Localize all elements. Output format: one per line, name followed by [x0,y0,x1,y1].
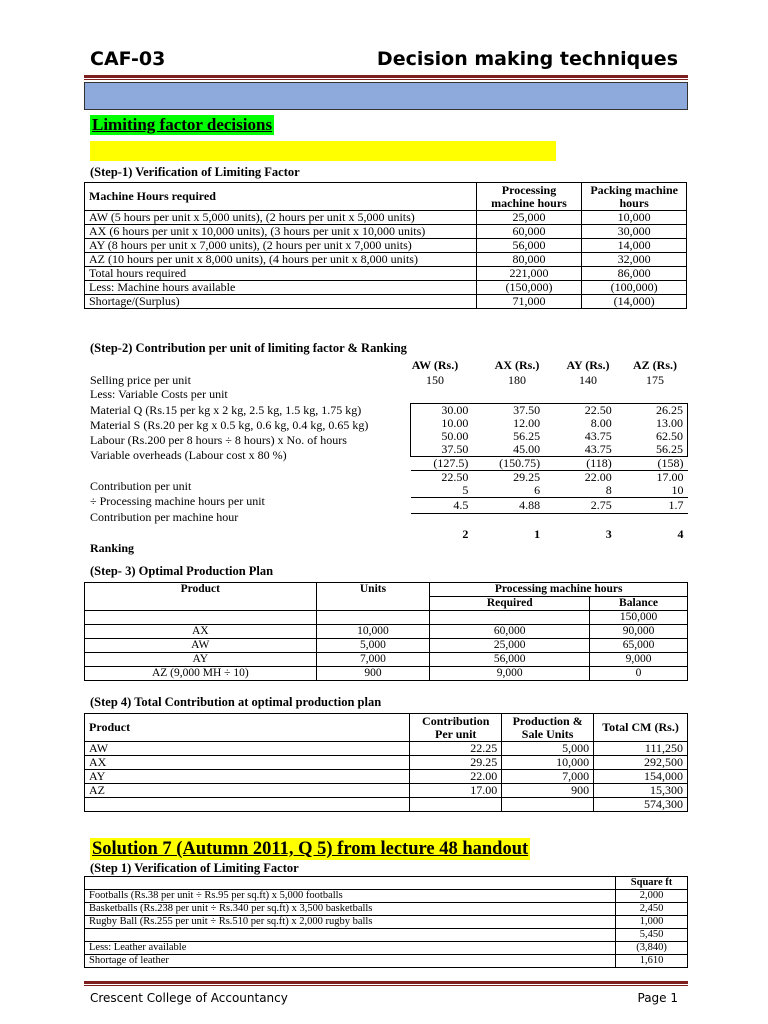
cell: Shortage/(Surplus) [85,295,477,309]
header-cell: Processing machine hours [476,183,582,211]
table-row [85,211,687,225]
cell: 10,000 [502,756,594,770]
cell: 5,450 [616,929,688,942]
cell: 154,000 [594,770,688,784]
cell: 37.50 [411,443,473,457]
cell: 9,000 [430,667,590,681]
table-row [85,253,687,267]
header-cell: Production & Sale Units [502,714,594,742]
value: 175 [646,373,664,387]
section-title: Limiting factor decisions [92,115,273,134]
cell: 2 [462,526,469,541]
cell: 6 [534,483,541,497]
column-header: AY (Rs.) [566,358,610,372]
cell: 60,000 [476,225,582,239]
spacer-row [411,514,688,528]
cell: 56,000 [430,653,590,667]
table-row [85,667,688,681]
row-label: Material S (Rs.20 per kg x 0.5 kg, 0.6 kg, 0.4 kg, 0.65 kg) [90,418,369,432]
row-label: Ranking [90,541,135,555]
cell: 2.75 [590,498,612,512]
cell: 900 [502,784,594,798]
cell: (3,840) [616,942,688,955]
header-cell: Units [316,583,430,611]
table-row [85,798,688,812]
cell: 1,000 [616,916,688,929]
row-label: Contribution per machine hour [90,510,239,524]
cell: 4.5 [453,498,469,512]
cell: 62.50 [616,430,688,443]
cell: 5 [462,483,469,497]
cell: AW (5 hours per unit x 5,000 units), (2 hours per unit x 5,000 units) [85,211,477,225]
cell: 29.25 [513,470,541,484]
cell [85,929,616,942]
header-cell: Packing machine hours [582,183,687,211]
cell: 80,000 [476,253,582,267]
cell: 43.75 [584,429,612,443]
table-row [85,239,687,253]
cell: 22.50 [441,470,469,484]
cell: AX (6 hours per unit x 10,000 units), (3 hours per unit x 10,000 units) [85,225,477,239]
header-cell: Total CM (Rs.) [594,714,688,742]
cell: 12.00 [513,416,541,430]
step4-table [84,713,688,812]
cell: 150,000 [590,611,688,625]
column-header: AZ (Rs.) [633,358,677,372]
row-label: Less: Variable Costs per unit [90,387,228,401]
cell: 4 [677,526,684,541]
cell: 37.50 [472,404,544,418]
cell: AY (8 hours per unit x 7,000 units), (2 hours per unit x 7,000 units) [85,239,477,253]
column-header: AX (Rs.) [494,358,540,372]
cell: 90,000 [590,625,688,639]
table-row [411,457,688,471]
cell: 17.00 [410,784,502,798]
footer-rule-thin [84,985,688,986]
cell: (100,000) [582,281,687,295]
table-row [85,295,687,309]
cell: 1,610 [616,955,688,968]
row-label: ÷ Processing machine hours per unit [90,494,265,508]
cell: 22.25 [410,742,502,756]
header-course-code: CAF-03 [90,48,166,70]
table-row [411,498,688,514]
cell: AY [85,653,317,667]
cell: 43.75 [544,443,616,457]
cell: (14,000) [582,295,687,309]
cell: 60,000 [430,625,590,639]
cell: (118) [586,456,612,470]
cell: Less: Leather available [85,942,616,955]
table-row [411,404,688,418]
column-header: AW (Rs.) [411,358,459,372]
cell: AZ (9,000 MH ÷ 10) [85,667,317,681]
table-row [85,225,687,239]
cell: 10 [671,483,684,497]
table-row [85,653,688,667]
cell: 574,300 [594,798,688,812]
table-row [85,770,688,784]
footer-rule [84,981,688,984]
cell: Footballs (Rs.38 per unit ÷ Rs.95 per sq.ft) x 5,000 footballs [85,890,616,903]
cell: 7,000 [502,770,594,784]
cell: 4.88 [519,498,541,512]
step2-title: (Step-2) Contribution per unit of limiting factor & Ranking [90,341,407,355]
cell: AW [85,639,317,653]
cell: AW [85,742,410,756]
cell: 14,000 [582,239,687,253]
cell: 25,000 [430,639,590,653]
cell: 22.00 [410,770,502,784]
header-rule-thin [84,79,688,80]
row-label: Material Q (Rs.15 per kg x 2 kg, 2.5 kg, 1.5 kg, 1.75 kg) [90,403,362,417]
cell: 15,300 [594,784,688,798]
table-header [85,583,688,597]
table-row [85,916,688,929]
header-cell: Required [430,597,590,611]
cell: 56.25 [513,429,541,443]
cell: Basketballs (Rs.238 per unit ÷ Rs.340 per sq.ft) x 3,500 basketballs [85,903,616,916]
step3-title: (Step- 3) Optimal Production Plan [90,564,274,578]
table-header [85,183,687,211]
cell: 50.00 [411,430,473,443]
table-row [85,267,687,281]
cell: AX [85,625,317,639]
table-row [85,890,688,903]
step4-title: (Step 4) Total Contribution at optimal production plan [90,695,382,709]
value: 140 [579,373,597,387]
cell: AZ (10 hours per unit x 8,000 units), (4 hours per unit x 8,000 units) [85,253,477,267]
cell: 25,000 [476,211,582,225]
header-cell: Product [85,583,317,611]
cell: (150,000) [476,281,582,295]
cell: 8.00 [590,416,612,430]
solution-table [84,876,688,968]
cell: AY [85,770,410,784]
cell: 13.00 [616,417,688,430]
solution-title: Solution 7 (Autumn 2011, Q 5) from lecture 48 handout [92,839,529,859]
cell: 9,000 [590,653,688,667]
step3-table [84,582,688,681]
table-row [85,742,688,756]
cell: 22.00 [584,470,612,484]
cell: 2,450 [616,903,688,916]
table-row [85,625,688,639]
page-number: Page 1 [637,991,678,1005]
cell: 8 [605,483,612,497]
cell: 56,000 [476,239,582,253]
step1-title: (Step-1) Verification of Limiting Factor [90,165,300,179]
cell: 30,000 [582,225,687,239]
table-row [411,443,688,457]
cell: 1.7 [668,498,684,512]
cell: 5,000 [316,639,430,653]
section-banner [84,82,688,110]
cell: Rugby Ball (Rs.255 per unit ÷ Rs.510 per sq.ft) x 2,000 rugby balls [85,916,616,929]
cell: 17.00 [656,470,684,484]
cell: 71,000 [476,295,582,309]
cell: 0 [590,667,688,681]
header-chapter-title: Decision making techniques [376,48,678,70]
cell: AZ [85,784,410,798]
cell: 22.50 [544,404,616,418]
step2-cost-table [410,403,688,541]
cell: 10,000 [582,211,687,225]
table-header [85,877,688,890]
cell: 5,000 [502,742,594,756]
value: 150 [426,373,444,387]
row-label: Labour (Rs.200 per 8 hours ÷ 8 hours) x No. of hours [90,433,347,447]
table-row [85,756,688,770]
table-row [85,929,688,942]
table-row [85,784,688,798]
cell: 29.25 [410,756,502,770]
row-label: Selling price per unit [90,373,191,387]
row-label: Contribution per unit [90,479,192,493]
cell: (158) [657,456,684,470]
cell: 2,000 [616,890,688,903]
header-cell: Balance [590,597,688,611]
header-cell: Processing machine hours [430,583,688,597]
solution-step-title: (Step 1) Verification of Limiting Factor [90,861,299,875]
header-cell: Contribution Per unit [410,714,502,742]
table-header [85,714,688,742]
cell: 26.25 [616,404,688,418]
table-row [85,955,688,968]
cell: Total hours required [85,267,477,281]
cell: 10,000 [316,625,430,639]
table-row [411,484,688,498]
cell: 10.00 [411,417,473,430]
table-row [85,639,688,653]
cell: 30.00 [411,404,473,418]
header-rule [84,75,688,78]
header-cell: Machine Hours required [85,183,477,211]
step1-table [84,182,687,309]
cell: 32,000 [582,253,687,267]
cell: 900 [316,667,430,681]
cell: 111,250 [594,742,688,756]
ranking-row [411,528,688,541]
cell: Less: Machine hours available [85,281,477,295]
cell: 56.25 [616,443,688,457]
row-label: Variable overheads (Labour cost x 80 %) [90,448,287,462]
table-row [85,611,688,625]
cell: (127.5) [433,456,469,470]
cell: 1 [534,526,541,541]
cell: 3 [605,526,612,541]
table-row [85,903,688,916]
cell: AX [85,756,410,770]
cell: 45.00 [472,443,544,457]
cell: Shortage of leather [85,955,616,968]
cell: 292,500 [594,756,688,770]
header-cell: Square ft [616,877,688,890]
table-row [85,281,687,295]
footer-institution: Crescent College of Accountancy [90,991,288,1005]
cell: 221,000 [476,267,582,281]
highlight-bar [90,141,556,161]
header-cell: Product [85,714,410,742]
cell: 65,000 [590,639,688,653]
cell: 7,000 [316,653,430,667]
cell: (150.75) [499,456,541,470]
table-row [411,471,688,485]
table-row [85,942,688,955]
cell: 86,000 [582,267,687,281]
value: 180 [508,373,526,387]
